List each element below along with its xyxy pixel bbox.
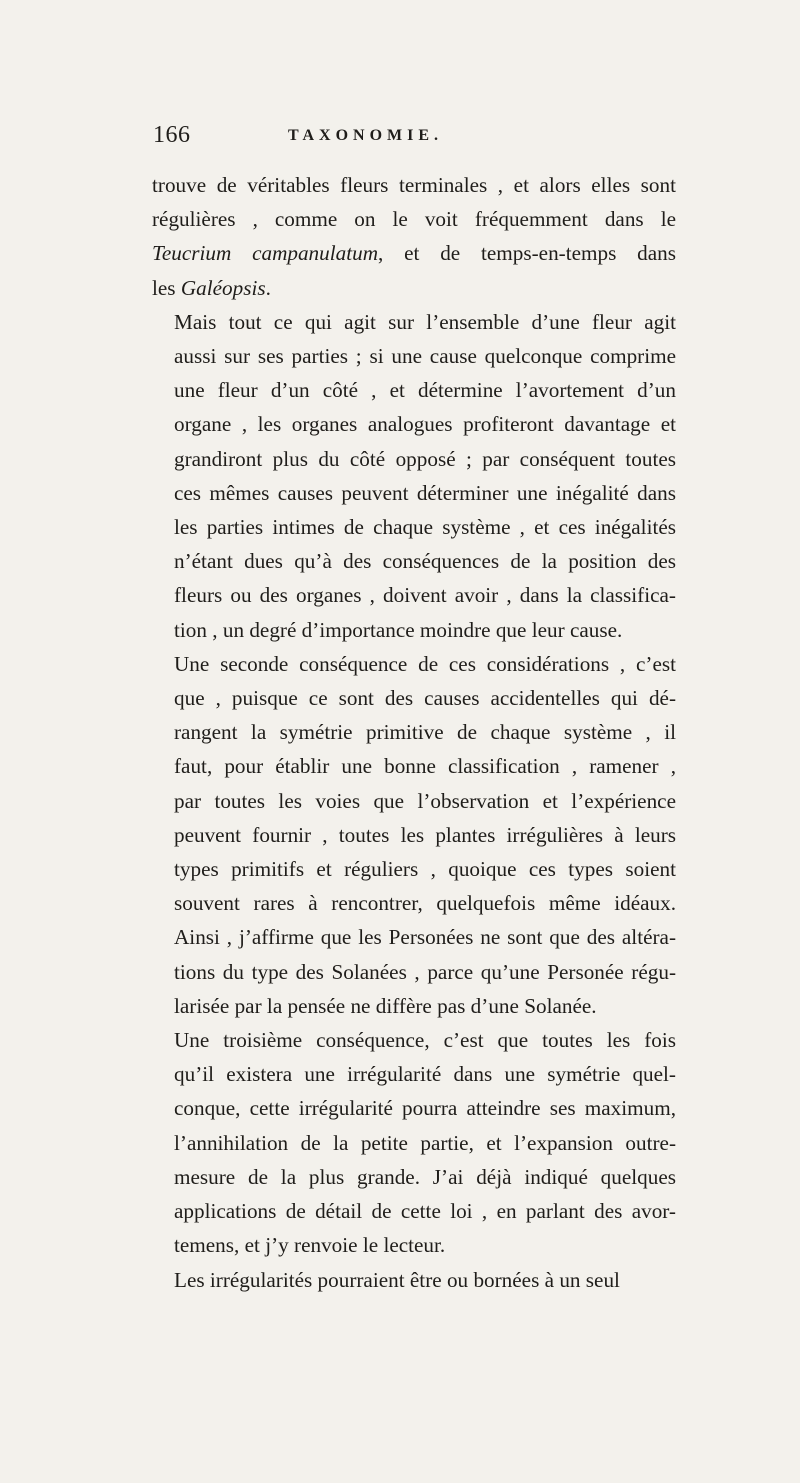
text-line: peuvent fournir , toutes les plantes irrégulières à leurs xyxy=(174,822,676,847)
text-line: Teucrium campanulatum, et de temps-en-temps dans xyxy=(152,241,676,266)
text-line: aussi sur ses parties ; si une cause quelconque comprime xyxy=(174,344,676,369)
text-line: les parties intimes de chaque système , et ces inégalités xyxy=(174,515,676,540)
text-line: mesure de la plus grande. J’ai déjà indiqué quelques xyxy=(174,1164,676,1189)
text-line: larisée par la pensée ne diffère pas d’une Solanée. xyxy=(174,993,597,1018)
page-number: 166 xyxy=(153,122,191,148)
text-line: Ainsi , j’affirme que les Personées ne sont que des altéra- xyxy=(174,925,676,950)
text-line: fleurs ou des organes , doivent avoir , dans la classifica- xyxy=(174,583,676,608)
text-line: applications de détail de cette loi , en parlant des avor- xyxy=(174,1199,676,1224)
page-header xyxy=(153,122,673,162)
text-line: les Galéopsis. xyxy=(152,275,271,300)
running-title: TAXONOMIE. xyxy=(288,127,444,144)
text-line: organe , les organes analogues profiteront davantage et xyxy=(174,412,676,437)
paragraph xyxy=(152,168,676,305)
text-line: tion , un degré d’importance moindre que leur cause. xyxy=(174,617,623,642)
text-line: tions du type des Solanées , parce qu’une Personée régu- xyxy=(174,959,676,984)
text-line: Les irrégularités pourraient être ou bornées à un seul xyxy=(174,1267,620,1292)
paragraph xyxy=(152,305,676,647)
text-line: Une seconde conséquence de ces considérations , c’est xyxy=(174,651,676,676)
body-text xyxy=(152,168,676,1297)
text-line: Mais tout ce qui agit sur l’ensemble d’une fleur agit xyxy=(174,309,676,334)
text-line: que , puisque ce sont des causes accidentelles qui dé- xyxy=(174,686,676,711)
text-line: l’annihilation de la petite partie, et l’expansion outre- xyxy=(174,1130,676,1155)
text-line: temens, et j’y renvoie le lecteur. xyxy=(174,1233,446,1258)
text-line: ces mêmes causes peuvent déterminer une inégalité dans xyxy=(174,480,676,505)
text-line: souvent rares à rencontrer, quelquefois même idéaux. xyxy=(174,891,676,916)
text-line: trouve de véritables fleurs terminales , et alors elles sont xyxy=(152,173,676,197)
text-line: rangent la symétrie primitive de chaque système , il xyxy=(174,720,676,745)
paragraph xyxy=(152,1263,676,1297)
text-line: conque, cette irrégularité pourra atteindre ses maximum, xyxy=(174,1096,676,1121)
paragraph xyxy=(152,647,676,1023)
text-line: n’étant dues qu’à des conséquences de la position des xyxy=(174,549,676,574)
paragraph xyxy=(152,1023,676,1262)
text-line: une fleur d’un côté , et détermine l’avortement d’un xyxy=(174,378,676,403)
text-line: types primitifs et réguliers , quoique ces types soient xyxy=(174,857,676,882)
text-line: faut, pour établir une bonne classification , ramener , xyxy=(174,754,676,779)
text-line: Une troisième conséquence, c’est que toutes les fois xyxy=(174,1028,676,1053)
text-line: grandiront plus du côté opposé ; par conséquent toutes xyxy=(174,446,676,471)
text-line: qu’il existera une irrégularité dans une symétrie quel- xyxy=(174,1062,676,1087)
text-line: par toutes les voies que l’observation et l’expérience xyxy=(174,788,676,813)
text-line: régulières , comme on le voit fréquemment dans le xyxy=(152,207,676,232)
